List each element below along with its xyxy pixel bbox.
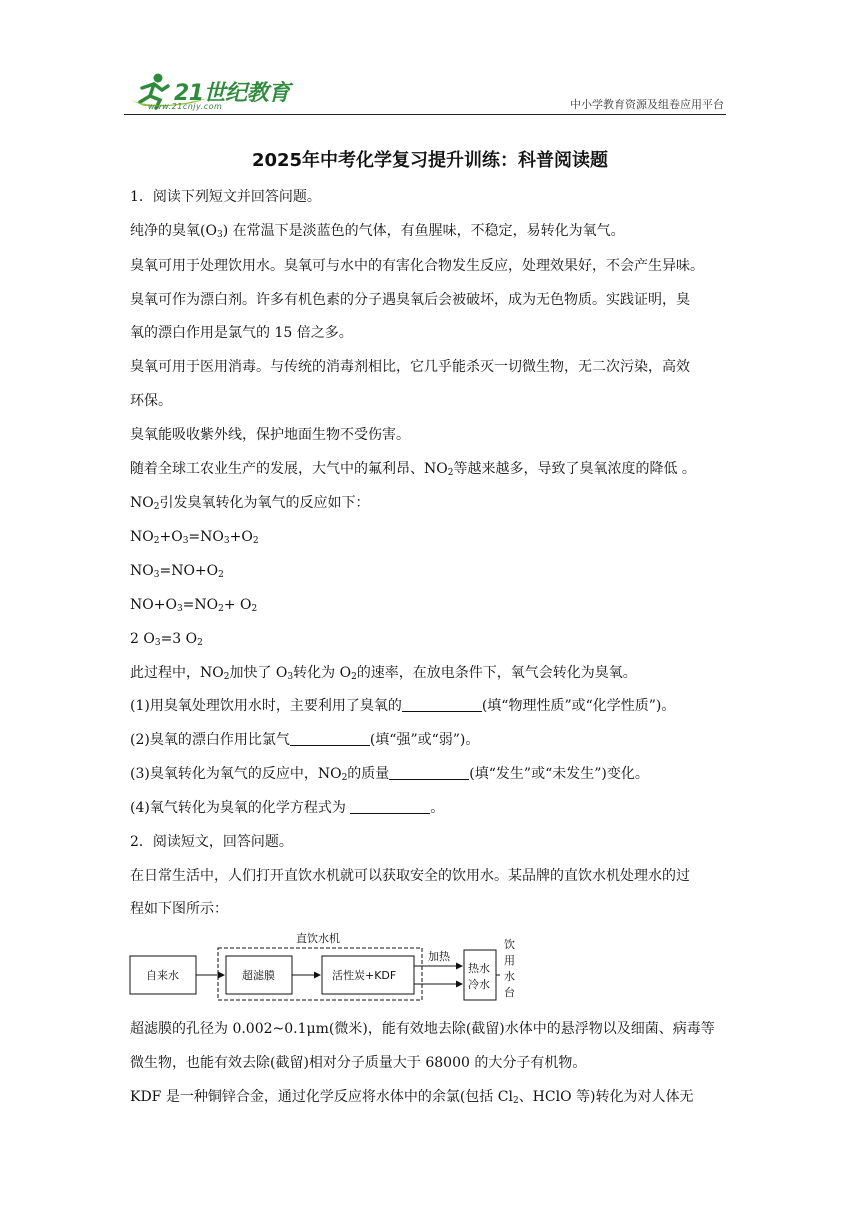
q2-paragraph-1a: 在日常生活中，人们打开直饮水机就可以获取安全的饮用水。某品牌的直饮水机处理水的过 — [130, 868, 690, 884]
answer-blank-1[interactable] — [402, 699, 482, 712]
q2-intro: 2．阅读短文，回答问题。 — [130, 834, 293, 850]
station-label-3: 水 — [504, 970, 515, 983]
logo-url: www.21cnjy.com — [148, 102, 223, 111]
equation-4: 2 $O_3=3$ $O_2$ — [130, 631, 203, 648]
q1-sub-question-1: (1)用臭氧处理饮用水时，主要利用了臭氧的 (填“物理性质”或“化学性质”)。 — [130, 698, 676, 714]
diagram-group-label: 直饮水机 — [296, 932, 340, 945]
q1-sub-question-2: (2)臭氧的漂白作用比氯气 (填“强”或“弱”)。 — [130, 732, 480, 748]
station-label-2: 用 — [504, 954, 515, 967]
q1-paragraph-8: 此过程中，$NO_2$加快了 $O_3$转化为 $O_2$的速率，在放电条件下，氧气会转化为臭氧。 — [130, 665, 637, 682]
q1-paragraph-4a: 臭氧可用于医用消毒。与传统的消毒剂相比，它几乎能杀灭一切微生物，无二次污染，高效 — [130, 359, 690, 375]
page-title: 2025年中考化学复习提升训练：科普阅读题 — [251, 150, 609, 171]
q2-paragraph-1b: 程如下图所示： — [130, 901, 228, 917]
answer-blank-4[interactable] — [350, 801, 430, 814]
platform-name: 中小学教育资源及组卷应用平台 — [570, 98, 724, 111]
q1-paragraph-4b: 环保。 — [130, 393, 172, 409]
q1-paragraph-7: $NO_2$引发臭氧转化为氧气的反应如下： — [130, 495, 370, 512]
q1-paragraph-5: 臭氧能吸收紫外线，保护地面生物不受伤害。 — [130, 427, 410, 443]
membrane-label: 超滤膜 — [242, 969, 275, 982]
tap-water-label: 自来水 — [146, 969, 179, 982]
station-label-4: 台 — [504, 986, 515, 999]
station-label-1: 饮 — [504, 938, 515, 951]
equation-3: $NO+O_3=NO_2+ O_2$ — [130, 597, 258, 614]
q1-sub-question-3: (3)臭氧转化为氧气的反应中，$NO_2$的质量 (填“发生”或“未发生”)变化。 — [130, 766, 649, 783]
q2-paragraph-2a: 超滤膜的孔径为 0.002~0.1μm(微米)，能有效地去除(截留)水体中的悬浮物以及细菌、病毒等 — [130, 1021, 715, 1037]
carbon-kdf-label: 活性炭+KDF — [332, 969, 397, 982]
equation-1: $NO_2+O_3=NO_3+O_2$ — [130, 529, 259, 546]
q1-paragraph-6: 随着全球工农业生产的发展，大气中的氟利昂、$NO_2$等越来越多，导致了臭氧浓度的降低 。 — [130, 461, 696, 478]
hot-water-label: 热水 — [468, 962, 490, 975]
q1-paragraph-3a: 臭氧可作为漂白剂。许多有机色素的分子遇臭氧后会被破坏，成为无色物质。实践证明，臭 — [130, 292, 690, 308]
answer-blank-3[interactable] — [389, 767, 469, 780]
q1-paragraph-1: 纯净的臭氧$(O_3)$ 在常温下是淡蓝色的气体，有鱼腥味，不稳定，易转化为氧气。 — [130, 223, 625, 240]
q1-paragraph-2: 臭氧可用于处理饮用水。臭氧可与水中的有害化合物发生反应，处理效果好，不会产生异味。 — [130, 258, 704, 274]
heat-label: 加热 — [428, 950, 450, 963]
water-dispenser-diagram — [128, 930, 528, 1006]
q2-paragraph-3: KDF 是一种铜锌合金，通过化学反应将水体中的余氯(包括 $Cl_2$、HClO 等)转化为对人体无 — [130, 1089, 694, 1106]
logo-text: 21世纪教育 — [174, 81, 290, 106]
q2-paragraph-2b: 微生物，也能有效去除(截留)相对分子质量大于 68000 的大分子有机物。 — [130, 1055, 587, 1071]
q1-intro: 1．阅读下列短文并回答问题。 — [130, 189, 321, 205]
hot-cold-box — [464, 950, 496, 1000]
cold-water-label: 冷水 — [468, 978, 490, 991]
page-header — [124, 68, 726, 116]
answer-blank-2[interactable] — [290, 733, 370, 746]
q1-paragraph-3b: 氧的漂白作用是氯气的 15 倍之多。 — [130, 325, 353, 341]
header-divider — [124, 114, 726, 115]
equation-2: $NO_3=NO+O_2$ — [130, 563, 224, 580]
q1-sub-question-4: (4)氧气转化为臭氧的化学方程式为 。 — [130, 800, 445, 816]
